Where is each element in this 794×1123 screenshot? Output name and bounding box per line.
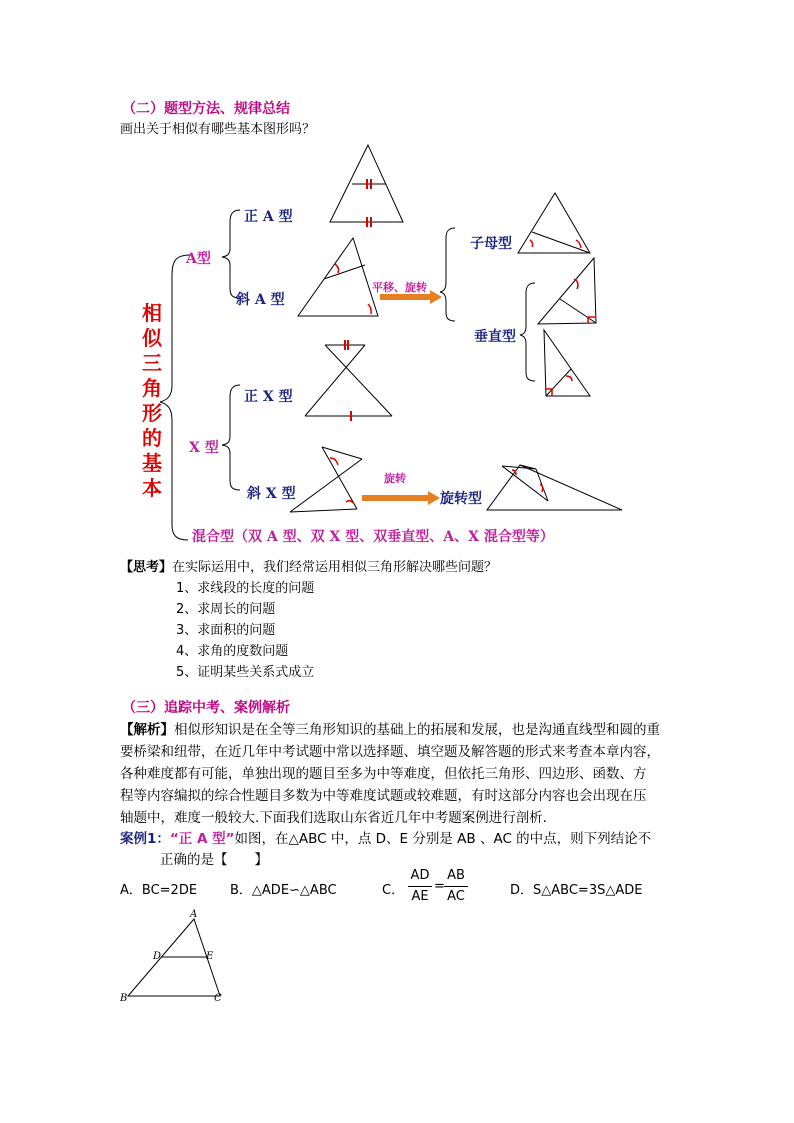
- vt-6: 基: [142, 451, 162, 475]
- vt-4: 形: [142, 401, 162, 425]
- hunhe-label: 混合型（双 A 型、双 X 型、双垂直型、A、X 混合型等）: [192, 529, 554, 545]
- think-item-3: 3、求面积的问题: [176, 623, 276, 638]
- option-a: A．BC=2DE: [120, 883, 198, 898]
- analysis-label: 【解析】: [120, 722, 174, 738]
- a-type-label: A型: [186, 251, 211, 267]
- point-d: D: [153, 951, 162, 962]
- zheng-x-figure: [305, 340, 392, 421]
- option-c-den1: AE: [411, 889, 429, 904]
- zheng-x-label: 正 X 型: [244, 389, 293, 405]
- x-type-label: X 型: [189, 440, 219, 456]
- case1-text1: 如图，在△ABC 中，点 D、E 分别是 AB 、AC 的中点，则下列结论不: [234, 831, 652, 847]
- think-item-4: 4、求角的度数问题: [176, 644, 289, 659]
- option-c-num1: AD: [410, 868, 430, 883]
- think-item-5: 5、证明某些关系式成立: [176, 665, 315, 680]
- chuizhi-triangle-2: [544, 330, 590, 396]
- xie-a-label: 斜 A 型: [236, 292, 285, 308]
- similar-triangle-diagram: [0, 0, 794, 560]
- case1-label: 案例1：: [120, 831, 170, 847]
- xie-x-figure: [290, 447, 362, 512]
- arrow1-label: 平移、旋转: [372, 281, 427, 294]
- option-c-bar1: [408, 886, 432, 887]
- arrow2-label: 旋转: [384, 472, 406, 485]
- case1-type: “正 A 型”: [169, 831, 235, 847]
- point-a: A: [190, 909, 198, 920]
- section3-title: （三）追踪中考、案例解析: [122, 700, 290, 716]
- option-c-label: C．: [382, 883, 405, 898]
- think-text: 在实际运用中，我们经常运用相似三角形解决哪些问题？: [172, 560, 498, 575]
- right-brace-1: [440, 228, 455, 321]
- case1-triangle-figure: [110, 905, 240, 1010]
- option-b: B．△ADE∽△ABC: [230, 883, 337, 898]
- vertical-title: [142, 301, 163, 500]
- zimu-triangle: [518, 193, 590, 253]
- option-c-den2: AC: [447, 889, 465, 904]
- vt-1: 似: [142, 326, 162, 350]
- option-c-num2: AB: [447, 868, 465, 883]
- zimu-label: 子母型: [470, 236, 512, 252]
- analysis-line-1: [120, 718, 660, 738]
- point-e: E: [206, 951, 214, 962]
- think-item-1: 1、求线段的长度的问题: [176, 581, 315, 596]
- chuizhi-triangle-1: [538, 258, 596, 324]
- main-brace: [160, 255, 190, 540]
- zheng-a-label: 正 A 型: [244, 209, 293, 225]
- case1-line-2: 正确的是【 】: [160, 852, 268, 868]
- option-c-equals: =: [434, 879, 445, 894]
- analysis-line-4: 程等内容编拟的综合性题目多数为中等难度试题或较难题，有时这部分内容也会出现在压: [120, 788, 647, 804]
- xuanzhuan-figure: [487, 465, 622, 510]
- right-brace-2: [520, 283, 535, 381]
- option-c-bar2: [444, 886, 468, 887]
- xuanzhuan-label: 旋转型: [440, 491, 482, 507]
- zheng-a-triangle: [330, 145, 403, 227]
- analysis-line-2: 要桥梁和纽带，在近几年中考试题中常以选择题、填空题及解答题的形式来考查本章内容，: [120, 744, 660, 760]
- think-line: [120, 556, 497, 575]
- x-brace: [222, 385, 240, 490]
- section2-question: 画出关于相似有哪些基本图形吗？: [120, 122, 316, 137]
- think-label: 【思考】: [120, 560, 173, 575]
- point-c: C: [214, 993, 222, 1004]
- xie-a-triangle: [298, 238, 378, 316]
- case1-line-1: [120, 827, 651, 847]
- vt-5: 的: [142, 426, 162, 450]
- a-brace: [222, 210, 240, 298]
- vt-7: 本: [142, 476, 162, 500]
- option-d: D．S△ABC=3S△ADE: [510, 883, 643, 898]
- arrow-2: [362, 491, 440, 505]
- xie-x-label: 斜 X 型: [247, 486, 296, 502]
- vt-3: 角: [142, 376, 162, 400]
- analysis-line-5: 轴题中，难度一般较大.下面我们选取山东省近几年中考题案例进行剖析．: [120, 810, 557, 826]
- vt-2: 三: [142, 351, 162, 375]
- analysis-text-1: 相似形知识是在全等三角形知识的基础上的拓展和发展，也是沟通直线型和圆的重: [174, 722, 660, 738]
- section2-title: （二）题型方法、规律总结: [122, 101, 290, 117]
- think-item-2: 2、求周长的问题: [176, 602, 276, 617]
- point-b: B: [120, 993, 128, 1004]
- chuizhi-label: 垂直型: [474, 329, 516, 345]
- vt-0: 相: [142, 301, 162, 325]
- analysis-line-3: 各种难度都有可能，单独出现的题目至多为中等难度，但依托三角形、四边形、函数、方: [120, 766, 647, 782]
